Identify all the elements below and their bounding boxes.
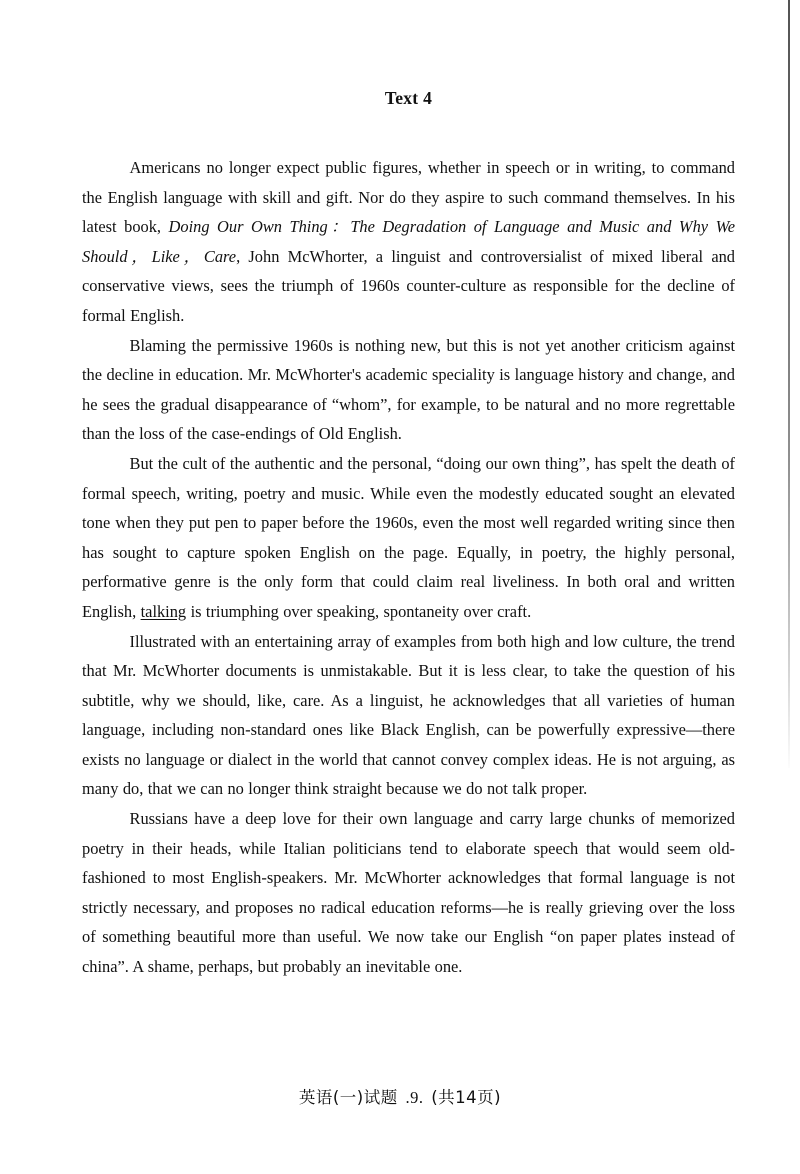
footer-exam-label: 英语(一)试题 (298, 1088, 398, 1107)
paragraph-text-run: Blaming the permissive 1960s is nothing new, but this is not yet another criticism against the decline in education. Mr. McWhorter's academic speciality is language history and change, and he sees the gradual disappearance of “whom”, for example, to be natural and no more regrettable than the loss of the case-endings of Old English. (82, 335, 735, 444)
paragraph-text-run: Illustrated with an entertaining array of examples from both high and low culture, the trend that Mr. McWhorter documents is unmistakable. But it is less clear, to take the question of his subtitle, why we should, like, care. As a linguist, he acknowledges that all varieties of human language, including non-standard ones like Black English, can be powerfully expressive—there exists no language or dialect in the world that cannot convey complex ideas. He is not arguing, as many do, that we can no longer think straight because we do not talk proper. (82, 631, 735, 799)
footer-total-pages: (共14页) (431, 1088, 502, 1107)
passage-paragraph (82, 331, 735, 449)
passage-paragraph (82, 153, 735, 331)
passage-body (82, 153, 735, 982)
paragraph-text-run: But the cult of the authentic and the personal, “doing our own thing”, has spelt the death of formal speech, writing, poetry and music. While even the modestly educated sought an elevated tone when they put pen to paper before the 1960s, even the most well regarded writing since then has sought to capture spoken English on the page. Equally, in poetry, the highly personal, performative genre is the only form that could claim real liveliness. In both oral and written English, (82, 453, 735, 621)
passage-paragraph (82, 804, 735, 982)
paragraph-text-run: , John McWhorter, a linguist and controversialist of mixed liberal and conservative views, sees the triumph of 1960s counter-culture as responsible for the decline of formal English. (82, 246, 735, 325)
book-title-italic: Doing Our Own Thing：The Degradation of Language and Music and Why We Should，Like，Care (82, 217, 735, 266)
paragraph-text-run: Americans no longer expect public figures, whether in speech or in writing, to command the English language with skill and gift. Nor do they aspire to such command themselves. In his latest book, (82, 158, 735, 237)
paragraph-text-run: Russians have a deep love for their own language and carry large chunks of memorized poetry in their heads, while Italian politicians tend to elaborate speech that would seem old-fashioned to most English-speakers. Mr. McWhorter acknowledges that formal language is not strictly necessary, and proposes no radical education reforms—he is really grieving over the loss of something beautiful more than useful. We now take our English “on paper plates instead of china”. A shame, perhaps, but probably an inevitable one. (82, 809, 735, 977)
page-footer (0, 1084, 800, 1108)
underlined-word: talking (140, 601, 187, 621)
passage-paragraph (82, 449, 735, 627)
scan-edge-artifact (788, 0, 790, 768)
footer-page-number: .9. (405, 1088, 424, 1107)
paragraph-text-run: is triumphing over speaking, spontaneity over craft. (186, 601, 532, 621)
passage-paragraph (82, 627, 735, 805)
page-content (82, 0, 735, 982)
page-title: Text 4 (384, 88, 433, 108)
